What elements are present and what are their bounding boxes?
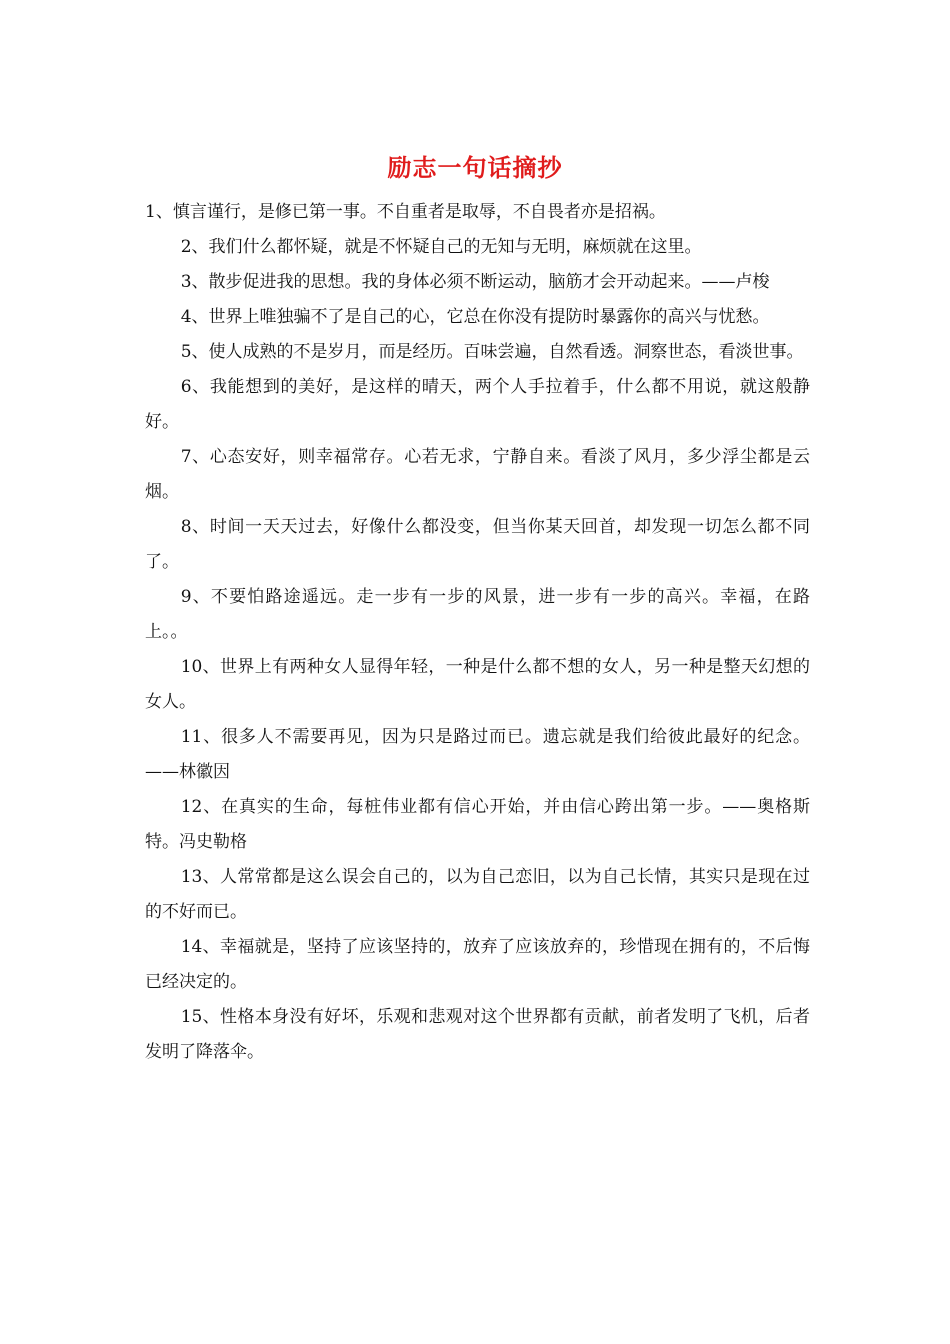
quote-paragraph: 10、世界上有两种女人显得年轻，一种是什么都不想的女人，另一种是整天幻想的女人。 [145,657,810,712]
quote-paragraph: 7、心态安好，则幸福常存。心若无求，宁静自来。看淡了风月，多少浮尘都是云烟。 [145,447,810,502]
quote-paragraph: 14、幸福就是，坚持了应该坚持的，放弃了应该放弃的，珍惜现在拥有的，不后悔已经决定的。 [145,937,810,992]
quote-paragraph: 12、在真实的生命，每桩伟业都有信心开始，并由信心跨出第一步。——奥格斯特。冯史勒格 [145,797,810,852]
quote-paragraph: 5、使人成熟的不是岁月，而是经历。百味尝遍，自然看透。洞察世态，看淡世事。 [180,342,804,362]
quote-paragraph: 3、散步促进我的思想。我的身体必须不断运动，脑筋才会开动起来。——卢梭 [180,272,770,292]
quote-paragraph: 13、人常常都是这么误会自己的，以为自己恋旧，以为自己长情，其实只是现在过的不好而已。 [145,867,810,922]
quote-paragraph: 4、世界上唯独骗不了是自己的心，它总在你没有提防时暴露你的高兴与忧愁。 [180,307,770,327]
quote-paragraph: 8、时间一天天过去，好像什么都没变，但当你某天回首，却发现一切怎么都不同了。 [145,517,810,572]
quote-paragraph: 6、我能想到的美好，是这样的晴天，两个人手拉着手，什么都不用说，就这般静好。 [145,377,810,432]
quote-paragraph: 1、慎言谨行，是修已第一事。不自重者是取辱，不自畏者亦是招祸。 [145,202,666,222]
quote-paragraph: 2、我们什么都怀疑，就是不怀疑自己的无知与无明，麻烦就在这里。 [180,237,702,257]
quote-paragraph: 11、很多人不需要再见，因为只是路过而已。遗忘就是我们给彼此最好的纪念。——林徽因 [145,727,810,782]
document-body [145,195,810,1070]
document-title: 励志一句话摘抄 [387,153,563,182]
quote-paragraph: 9、不要怕路途遥远。走一步有一步的风景，进一步有一步的高兴。幸福，在路上。。 [145,587,810,642]
quote-paragraph: 15、性格本身没有好坏，乐观和悲观对这个世界都有贡献，前者发明了飞机，后者发明了降落伞。 [145,1007,810,1062]
